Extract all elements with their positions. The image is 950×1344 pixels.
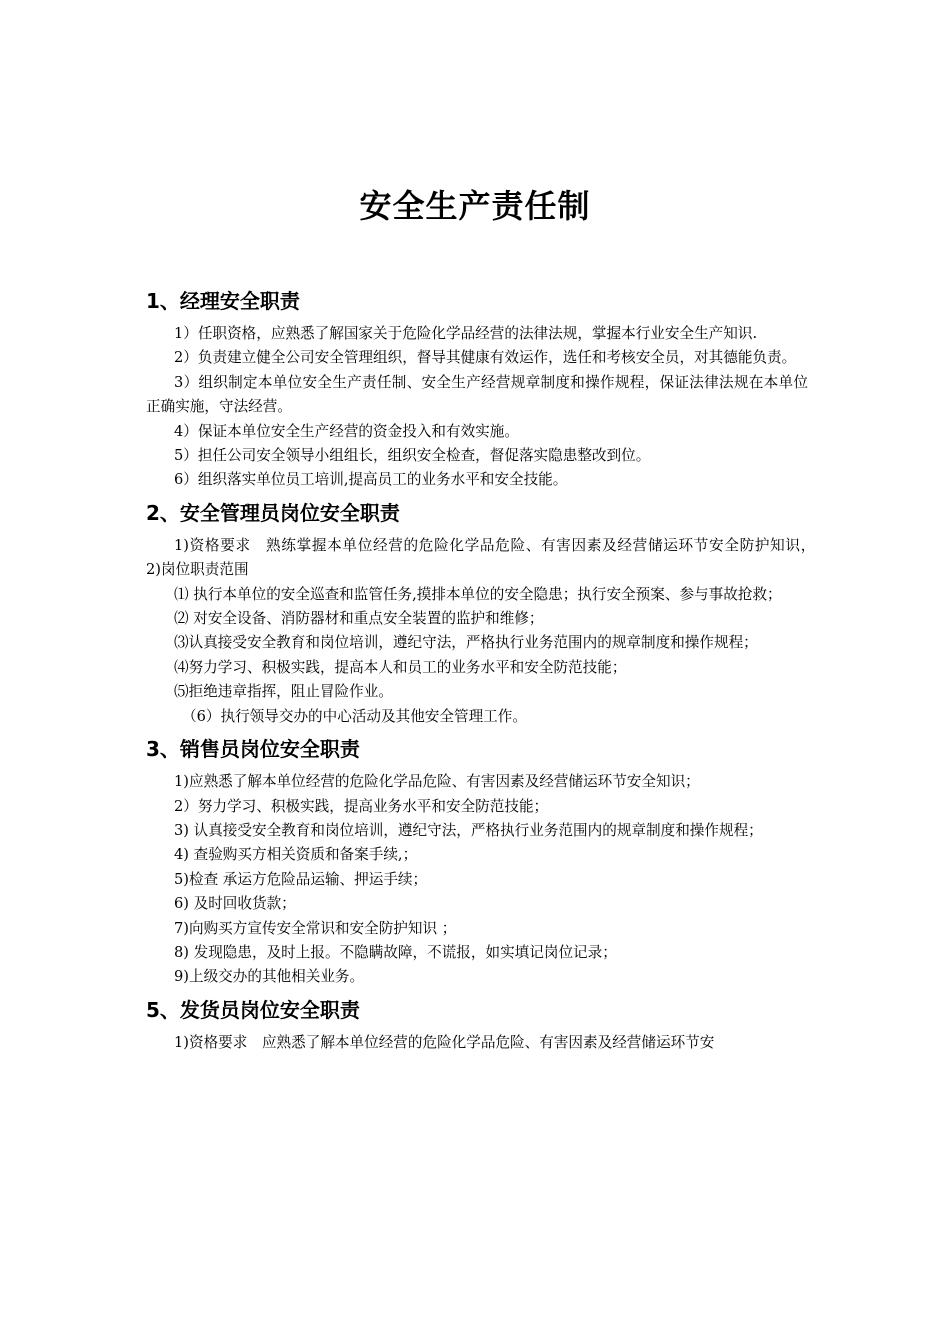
section-sales-duties	[146, 734, 808, 990]
section-safety-manager-duties	[146, 498, 823, 729]
list-item: 2）努力学习、积极实践，提高业务水平和安全防范技能；	[174, 797, 549, 815]
section-heading: 1、经理安全职责	[146, 289, 300, 313]
document-body	[146, 286, 823, 1055]
item-list	[146, 1031, 808, 1055]
list-item: ⑴ 执行本单位的安全巡查和监管任务,摸排本单位的安全隐患；执行安全预案、参与事故抢救；	[174, 585, 782, 603]
item-list	[146, 534, 823, 729]
list-item: 3）组织制定本单位安全生产责任制、安全生产经营规章制度和操作规程，保证法律法规在本单位正确实施，守法经营。	[146, 373, 808, 416]
list-item: 6）组织落实单位员工培训,提高员工的业务水平和安全技能。	[174, 471, 568, 489]
list-item: 4) 查验购买方相关资质和备案手续,；	[174, 846, 418, 864]
item-list	[146, 322, 808, 493]
list-item: （6）执行领导交办的中心活动及其他安全管理工作。	[182, 707, 527, 725]
list-item: 7)向购买方宣传安全常识和安全防护知识 ；	[174, 919, 457, 937]
section-shipping-duties	[146, 995, 808, 1055]
section-manager-duties	[146, 286, 808, 493]
list-item: ⑵ 对安全设备、消防器材和重点安全装置的监护和维修；	[174, 610, 544, 628]
list-item: ⑷努力学习、积极实践，提高本人和员工的业务水平和安全防范技能；	[174, 658, 627, 676]
document-title: 安全生产责任制	[359, 187, 591, 225]
section-heading: 2、安全管理员岗位安全职责	[146, 500, 400, 525]
list-item: 5)检查 承运方危险品运输、押运手续；	[174, 870, 428, 888]
list-item: ⑶认真接受安全教育和岗位培训，遵纪守法，严格执行业务范围内的规章制度和操作规程；	[174, 634, 758, 652]
list-item: 1)资格要求 熟练掌握本单位经营的危险化学品危险、有害因素及经营储运环节安全防护知识， 2)岗位职责范围	[146, 536, 823, 579]
list-item: 3) 认真接受安全教育和岗位培训，遵纪守法，严格执行业务范围内的规章制度和操作规程；	[174, 821, 763, 839]
section-heading: 5、发货员岗位安全职责	[146, 997, 360, 1022]
list-item: 1)应熟悉了解本单位经营的危险化学品危险、有害因素及经营储运环节安全知识；	[174, 773, 700, 791]
item-list	[146, 770, 808, 990]
list-item: 2）负责建立健全公司安全管理组织，督导其健康有效运作，选任和考核安全员，对其德能负责。	[174, 349, 797, 367]
list-item: 8) 发现隐患，及时上报。不隐瞒故障，不谎报，如实填记岗位记录；	[174, 943, 617, 961]
list-item: 1）任职资格，应熟悉了解国家关于危险化学品经营的法律法规，掌握本行业安全生产知识.	[174, 325, 758, 342]
list-item: 9)上级交办的其他相关业务。	[174, 968, 365, 986]
list-item: 1)资格要求 应熟悉了解本单位经营的危险化学品危险、有害因素及经营储运环节安	[174, 1033, 715, 1051]
list-item: 5）担任公司安全领导小组组长，组织安全检查，督促落实隐患整改到位。	[174, 447, 651, 465]
list-item: ⑸拒绝违章指挥，阻止冒险作业。	[174, 683, 393, 701]
list-item: 6) 及时回收货款；	[174, 895, 296, 913]
list-item: 4）保证本单位安全生产经营的资金投入和有效实施。	[174, 422, 519, 440]
section-heading: 3、销售员岗位安全职责	[146, 737, 360, 762]
